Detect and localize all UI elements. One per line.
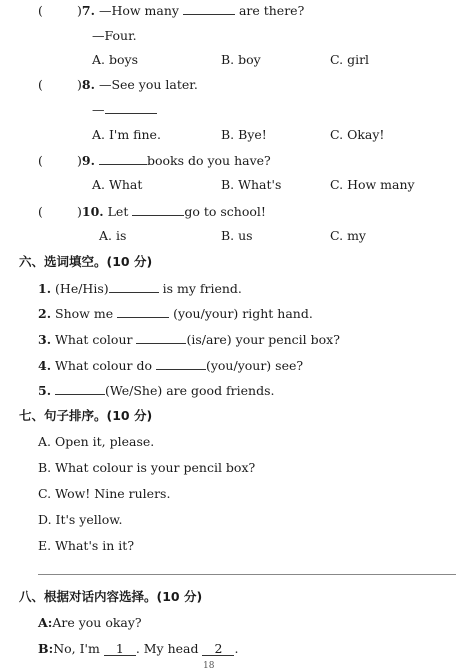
dialogue-line-b: B:No, I'm 1 . My head 2 . xyxy=(38,641,239,656)
question-text: books do you have? xyxy=(146,153,271,168)
speaker-label: B: xyxy=(38,641,54,656)
section-6-item-1: 1. (He/His) is my friend. xyxy=(38,281,242,296)
answer-line[interactable] xyxy=(38,574,456,575)
option-b: B. us xyxy=(221,228,253,243)
numbered-blank-2[interactable]: 2 xyxy=(202,642,234,656)
answer-blank[interactable] xyxy=(183,2,235,15)
section-6-item-3: 3. What colour (is/are) your pencil box? xyxy=(38,332,340,347)
question-number: 10. xyxy=(81,204,104,219)
section-8-title: 八、根据对话内容选择。(10 分) xyxy=(19,589,203,604)
answer-blank[interactable] xyxy=(99,152,147,165)
sentence-a: A. Open it, please. xyxy=(38,434,155,449)
sentence-d: D. It's yellow. xyxy=(38,512,123,527)
answer-blank[interactable] xyxy=(109,280,159,293)
answer-paren-open: ( xyxy=(38,204,43,219)
option-a: A. boys xyxy=(92,52,138,67)
question-text: —See you later. xyxy=(98,77,198,92)
question-number: 9. xyxy=(81,153,95,168)
question-8-reply: — xyxy=(92,101,157,118)
question-10: ( )10. Let go to school! xyxy=(38,204,266,219)
option-c: C. girl xyxy=(330,52,370,67)
question-7-reply: —Four. xyxy=(92,28,137,43)
dialogue-line-a: A:Are you okay? xyxy=(38,615,142,630)
question-text-tail: go to school! xyxy=(184,204,266,219)
option-c: C. my xyxy=(330,228,366,243)
sentence-b: B. What colour is your pencil box? xyxy=(38,460,256,475)
question-text-tail: are there? xyxy=(238,3,305,18)
section-7-title: 七、句子排序。(10 分) xyxy=(19,408,153,423)
option-a: A. is xyxy=(99,228,127,243)
section-6-item-5: 5. (We/She) are good friends. xyxy=(38,383,275,398)
question-text: Let xyxy=(107,204,129,219)
option-a: A. What xyxy=(92,177,143,192)
answer-blank[interactable] xyxy=(136,331,186,344)
section-6-item-4: 4. What colour do (you/your) see? xyxy=(38,358,304,373)
answer-blank[interactable] xyxy=(105,101,157,114)
section-6-title: 六、选词填空。(10 分) xyxy=(19,254,153,269)
question-number: 7. xyxy=(81,3,95,18)
option-c: C. Okay! xyxy=(330,127,385,142)
page-number: 18 xyxy=(203,661,215,671)
question-number: 8. xyxy=(81,77,95,92)
option-b: B. What's xyxy=(221,177,282,192)
question-text: —How many xyxy=(98,3,179,18)
option-a: A. I'm fine. xyxy=(92,127,161,142)
numbered-blank-1[interactable]: 1 xyxy=(104,642,136,656)
answer-blank[interactable] xyxy=(132,203,184,216)
sentence-c: C. Wow! Nine rulers. xyxy=(38,486,171,501)
question-8: ( )8. —See you later. xyxy=(38,77,198,92)
answer-blank[interactable] xyxy=(117,305,169,318)
answer-paren-open: ( xyxy=(38,153,43,168)
option-c: C. How many xyxy=(330,177,415,192)
answer-blank[interactable] xyxy=(55,382,105,395)
sentence-e: E. What's in it? xyxy=(38,538,135,553)
question-9: ( )9. books do you have? xyxy=(38,153,271,168)
answer-blank[interactable] xyxy=(156,357,206,370)
question-7: ( )7. —How many are there? xyxy=(38,3,305,18)
section-6-item-2: 2. Show me (you/your) right hand. xyxy=(38,306,313,321)
option-b: B. boy xyxy=(221,52,261,67)
answer-paren-open: ( xyxy=(38,3,43,18)
speaker-label: A: xyxy=(38,615,53,630)
option-b: B. Bye! xyxy=(221,127,267,142)
answer-paren-open: ( xyxy=(38,77,43,92)
